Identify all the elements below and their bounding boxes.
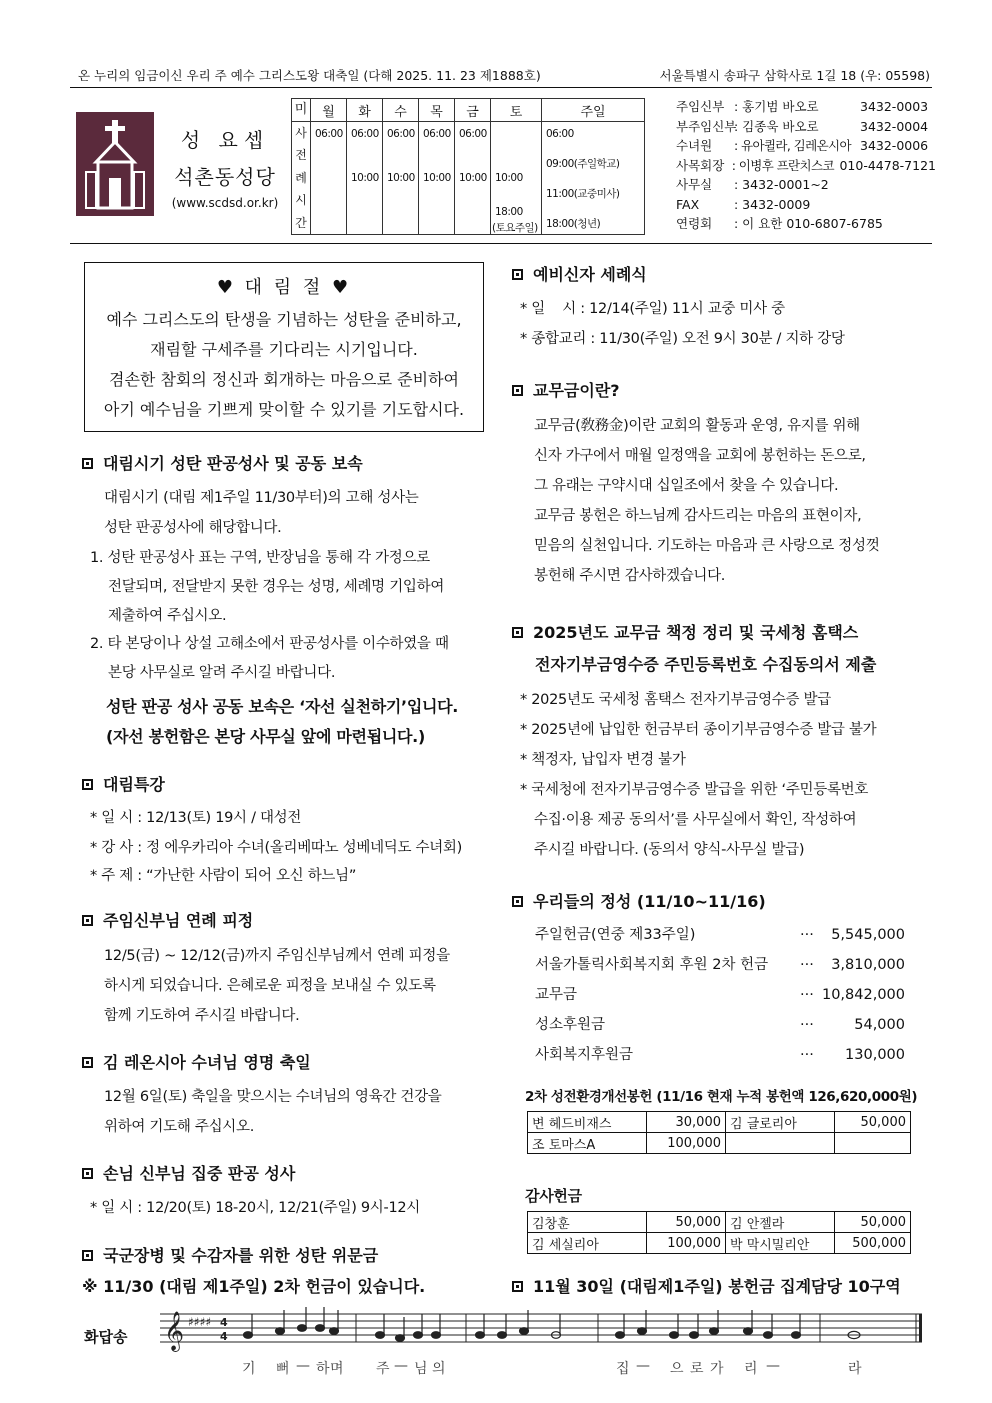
music-staff-icon [80,1304,940,1364]
contact-phone: 010-4478-7121 [839,157,936,173]
offering-name: 교무금 [535,987,578,1003]
church-address: 서울특별시 송파구 삼학사로 1길 18 (우: 05598) [659,68,930,83]
offering-name: 성소후원금 [535,1017,606,1033]
table-row [528,1112,911,1133]
lyric-syllable: 로 [690,1361,704,1377]
day-sun: 주일 [542,99,645,122]
advent-line: 재림할 구세주를 기다리는 시기입니다. [150,340,418,359]
body-line: 봉헌해 주시면 감사하겠습니다. [534,568,726,584]
body-line: 수집·이용 제공 동의서’를 사무실에서 확인, 작성하여 [534,812,857,828]
mass-label-5: 시 [295,193,307,208]
donor-name: 김 글로리아 [726,1112,835,1133]
svg-text:♯♯♯♯: ♯♯♯♯ [188,1315,212,1329]
donor-amount: 500,000 [835,1233,911,1254]
body-line: * 2025년도 국세청 홈택스 전자기부금영수증 발급 [520,692,831,708]
section-title-2: 전자기부금영수증 주민등록번호 수집동의서 제출 [535,655,877,674]
contact-phone: 3432-0003 [860,99,929,114]
parish-line2: 석촌동성당 [174,165,276,189]
donor-name: 김 세실리아 [528,1233,647,1254]
parish-name [165,124,285,210]
donor-name [726,1133,835,1154]
offering-name: 주일헌금(연중 제33주일) [535,927,696,943]
body-line: * 일 시 : 12/20(토) 18-20시, 12/21(주일) 9시-12시 [90,1200,421,1216]
body-line: * 국세청에 전자기부금영수증 발급을 위한 ‘주민등록번호 [520,782,869,798]
donor-amount: 50,000 [647,1212,726,1233]
day-fri: 금 [455,99,491,122]
contact-office: : 3432-0001~2 [734,177,829,192]
lyric-syllable: — [394,1358,408,1374]
church-logo [76,112,154,216]
contact-role: 수녀원 [676,138,713,153]
donor-amount: 30,000 [647,1112,726,1133]
fri-time-2: 10:00 [459,172,487,184]
body-line: 제출하여 주십시오. [108,608,227,624]
sat-time-2: 18:00 [495,206,523,218]
offering-row [535,1040,905,1070]
penance-note: (자선 봉헌함은 본당 사무실 앞에 마련됩니다.) [106,727,425,746]
section-title: 예비신자 세례식 [533,265,647,284]
offering-name: 사회복지후원금 [535,1047,634,1063]
contact-row [676,175,936,195]
issue-info: 온 누리의 임금이신 우리 주 예수 그리스도왕 대축일 (다해 2025. 11. 23 제1888호) [78,68,541,83]
donor-name: 박 막시밀리안 [726,1233,835,1254]
mass-label-1: 미 [292,99,311,122]
contact-role: FAX [676,196,700,212]
contact-role: 사목회장 [676,157,725,173]
wed-time-1: 06:00 [387,128,415,140]
table-row [528,1133,911,1154]
section-title: 대림시기 성탄 판공성사 및 공동 보속 [103,454,363,473]
day-wed: 수 [383,99,419,122]
section-title: 주임신부님 연례 피정 [103,911,254,930]
body-line: 하시게 되었습니다. 은혜로운 피정을 보내실 수 있도록 [104,978,436,994]
lyric-syllable: 하 [316,1361,330,1377]
offering-row [535,1010,905,1040]
section-offerings [512,889,766,912]
lyric-syllable: — [766,1358,780,1374]
tue-time-1: 06:00 [351,128,379,140]
mon-time-1: 06:00 [315,128,343,140]
offering-amount: 10,842,000 [821,987,905,1003]
church-building-icon [76,112,154,216]
leader-dots: ··· [800,987,814,1003]
sun-time-2: 09:00(주일학교) [546,158,620,170]
lyric-syllable: 의 [432,1361,446,1377]
mass-schedule-table [291,98,645,235]
donor-name: 김 안젤라 [726,1212,835,1233]
svg-text:4: 4 [220,1330,228,1343]
donor-name: 조 토마스A [528,1133,647,1154]
section-tax-receipt [512,620,858,643]
mass-label-2: 사 [295,126,307,140]
second-collection-note: ※ 11/30 (대림 제1주일) 2차 헌금이 있습니다. [82,1277,426,1296]
advent-line: 아기 예수님을 기쁘게 맞이할 수 있기를 기도합시다. [103,400,465,419]
offering-amount: 54,000 [854,1017,905,1033]
section-advent-lecture [82,772,165,795]
table-row [528,1233,911,1254]
offering-amount: 130,000 [845,1047,905,1063]
body-line: * 일 시 : 12/14(주일) 11시 교중 미사 중 [520,301,785,317]
day-tue: 화 [347,99,383,122]
body-line: * 강 사 : 정 에우카리아 수녀(올리베따노 성베네딕도 수녀회) [90,840,462,856]
body-line: 본당 사무실로 알려 주시길 바랍니다. [108,665,336,681]
mass-label-3: 전 [295,148,307,163]
issue-header [78,66,930,84]
thanksgiving-title: 감사헌금 [525,1187,582,1205]
body-line: * 주 제 : “가난한 사람이 되어 오신 하느님” [90,868,357,884]
body-line: * 책정자, 납입자 변경 불가 [520,752,686,768]
lyric-syllable: 님 [414,1361,428,1377]
lyric-syllable: — [296,1358,310,1374]
body-line: * 일 시 : 12/13(토) 19시 / 대성전 [90,810,302,826]
thu-time-2: 10:00 [423,172,451,184]
sat-note: (토요주일) [492,222,538,234]
thu-time-1: 06:00 [423,128,451,140]
mass-label-rest [292,122,311,235]
sun-time-1: 06:00 [546,128,574,140]
section-title: 김 레온시아 수녀님 영명 축일 [103,1053,311,1072]
psalm-label: 화답송 [84,1328,128,1346]
sun-time-4: 18:00(청년) [546,218,601,230]
masthead-rule [70,243,932,244]
section-title: 우리들의 정성 (11/10~11/16) [533,892,766,911]
leader-dots: ··· [800,927,814,943]
donor-amount: 100,000 [647,1133,726,1154]
body-line: 2. 타 본당이나 상설 고해소에서 판공성사를 이수하였을 때 [90,636,449,652]
contact-name: : 유아퀼라, 김레온시아 [734,138,852,153]
lyric-syllable: — [636,1358,650,1374]
section-advent-confession [82,451,363,474]
lyric-syllable: 주 [376,1361,390,1377]
contact-name: : 김종욱 바오로 [734,118,819,134]
renovation-fund-table [527,1111,911,1154]
body-line: 위하여 기도해 주십시오. [104,1119,254,1135]
contact-fax: : 3432-0009 [734,196,811,212]
contact-funeral: : 이 요한 010-6807-6785 [734,216,883,231]
section-christmas-donation [82,1243,378,1266]
psalm-lyrics [80,1358,940,1380]
contact-row [676,97,936,117]
contact-role: 주임신부 [676,99,725,114]
body-line: 믿음의 실천입니다. 기도하는 마음과 큰 사랑으로 정성껏 [534,538,880,554]
table-row [528,1212,911,1233]
offering-row [535,920,905,950]
day-sat: 토 [491,99,542,122]
leader-dots: ··· [800,957,814,973]
advent-line: 겸손한 참회의 정신과 회개하는 마음으로 준비하여 [108,370,459,389]
section-counting-duty [512,1274,901,1297]
body-line: 성탄 판공성사에 해당합니다. [104,520,282,536]
donor-name: 김창훈 [528,1212,647,1233]
contact-row [676,136,936,156]
fri-time-1: 06:00 [459,128,487,140]
body-line: 그 유래는 구약시대 십일조에서 찾을 수 있습니다. [534,478,839,494]
lyric-syllable: 뻐 [276,1361,290,1377]
body-line: 1. 성탄 판공성사 표는 구역, 반장님을 통해 각 가정으로 [90,550,430,566]
contact-role: 부주임신부 [676,118,737,134]
day-thu: 목 [419,99,455,122]
lyric-syllable: 라 [848,1361,862,1377]
section-title: 국군장병 및 수감자를 위한 성탄 위문금 [103,1246,379,1265]
parish-line1: 성 요셉 [180,128,270,152]
advent-line: 예수 그리스도의 탄생을 기념하는 성탄을 준비하고, [106,310,462,329]
offering-row [535,980,905,1010]
advent-box [84,262,484,432]
lyric-syllable: 며 [330,1361,344,1377]
contact-row [676,156,936,176]
header-rule [70,87,932,88]
section-baptism [512,262,647,285]
thanksgiving-table [527,1211,911,1254]
body-line: 함께 기도하여 주시길 바랍니다. [104,1008,300,1024]
wed-time-2: 10:00 [387,172,415,184]
body-line: 대림시기 (대림 제1주일 11/30부터)의 고해 성사는 [104,490,419,506]
donor-name: 변 헤드비재스 [528,1112,647,1133]
body-line: * 종합교리 : 11/30(주일) 오전 9시 30분 / 지하 강당 [520,331,845,347]
lyric-syllable: 가 [710,1361,724,1377]
lyric-syllable: 리 [744,1361,758,1377]
renovation-fund-title: 2차 성전환경개선봉헌 (11/16 현재 누적 봉헌액 126,620,000원) [525,1089,918,1105]
contact-row [676,214,936,234]
contact-role: 연령회 [676,216,713,231]
penance-note: 성탄 판공 성사 공동 보속은 ‘자선 실천하기’입니다. [106,697,459,716]
svg-text:4: 4 [220,1316,228,1329]
section-title: 2025년도 교무금 책정 정리 및 국세청 홈택스 [533,623,859,642]
section-contribution [512,378,620,401]
mass-label-6: 간 [295,215,307,230]
contact-phone: 3432-0004 [860,118,929,134]
lyric-syllable: 집 [616,1361,630,1377]
contact-row [676,117,936,137]
body-line: 신자 가구에서 매월 일정액을 교회에 봉헌하는 돈으로, [534,448,866,464]
section-title: 11월 30일 (대림제1주일) 봉헌금 집계담당 10구역 [533,1277,901,1296]
day-mon: 월 [311,99,347,122]
body-line: 주시길 바랍니다. (동의서 양식-사무실 발급) [534,842,805,858]
body-line: 교무금 봉헌은 하느님께 감사드리는 마음의 표현이자, [534,508,862,524]
donor-amount [835,1133,911,1154]
body-line: 12/5(금) ~ 12/12(금)까지 주임신부님께서 연례 피정을 [104,948,450,964]
body-line: * 2025년에 납입한 헌금부터 종이기부금영수증 발급 불가 [520,722,877,738]
offering-amount: 3,810,000 [831,957,905,973]
contact-row [676,195,936,215]
donor-amount: 50,000 [835,1212,911,1233]
lyric-syllable: 기 [242,1361,256,1377]
section-pastor-retreat [82,908,253,931]
tue-time-2: 10:00 [351,172,379,184]
section-title: 손님 신부님 집중 판공 성사 [103,1164,296,1183]
mass-label-4: 례 [295,170,307,185]
advent-body [85,305,483,425]
body-line: 12월 6일(토) 축일을 맞으시는 수녀님의 영육간 건강을 [104,1089,442,1105]
body-line: 교무금(敎務金)이란 교회의 활동과 운영, 유지를 위해 [534,418,860,434]
contact-phone: 3432-0006 [860,138,929,153]
lyric-syllable: 으 [670,1361,684,1377]
responsorial-psalm [80,1296,940,1386]
offering-name: 서울가톨릭사회복지회 후원 2차 헌금 [535,957,769,973]
section-title: 교무금이란? [533,381,620,400]
contact-role: 사무실 [676,177,713,192]
sat-time-1: 10:00 [495,172,523,184]
section-sister-feast [82,1050,311,1073]
section-title: 대림특강 [103,775,165,794]
offerings-list [535,920,905,1070]
parish-url: (www.scdsd.or.kr) [171,196,279,210]
donor-amount: 50,000 [835,1112,911,1133]
advent-title: ♥ 대 림 절 ♥ [216,277,352,298]
svg-text:𝄞: 𝄞 [164,1311,185,1351]
leader-dots: ··· [800,1017,814,1033]
contact-name: : 이병후 프란치스코 [731,157,834,173]
body-line: 전달되며, 전달받지 못한 경우는 성명, 세례명 기입하여 [108,579,445,595]
offering-row [535,950,905,980]
section-guest-confession [82,1161,295,1184]
donor-amount: 100,000 [647,1233,726,1254]
sun-time-3: 11:00(교중미사) [546,188,620,200]
contact-list [676,97,936,234]
offering-amount: 5,545,000 [831,927,905,943]
contact-name: : 홍기범 바오로 [734,99,819,114]
leader-dots: ··· [800,1047,814,1063]
